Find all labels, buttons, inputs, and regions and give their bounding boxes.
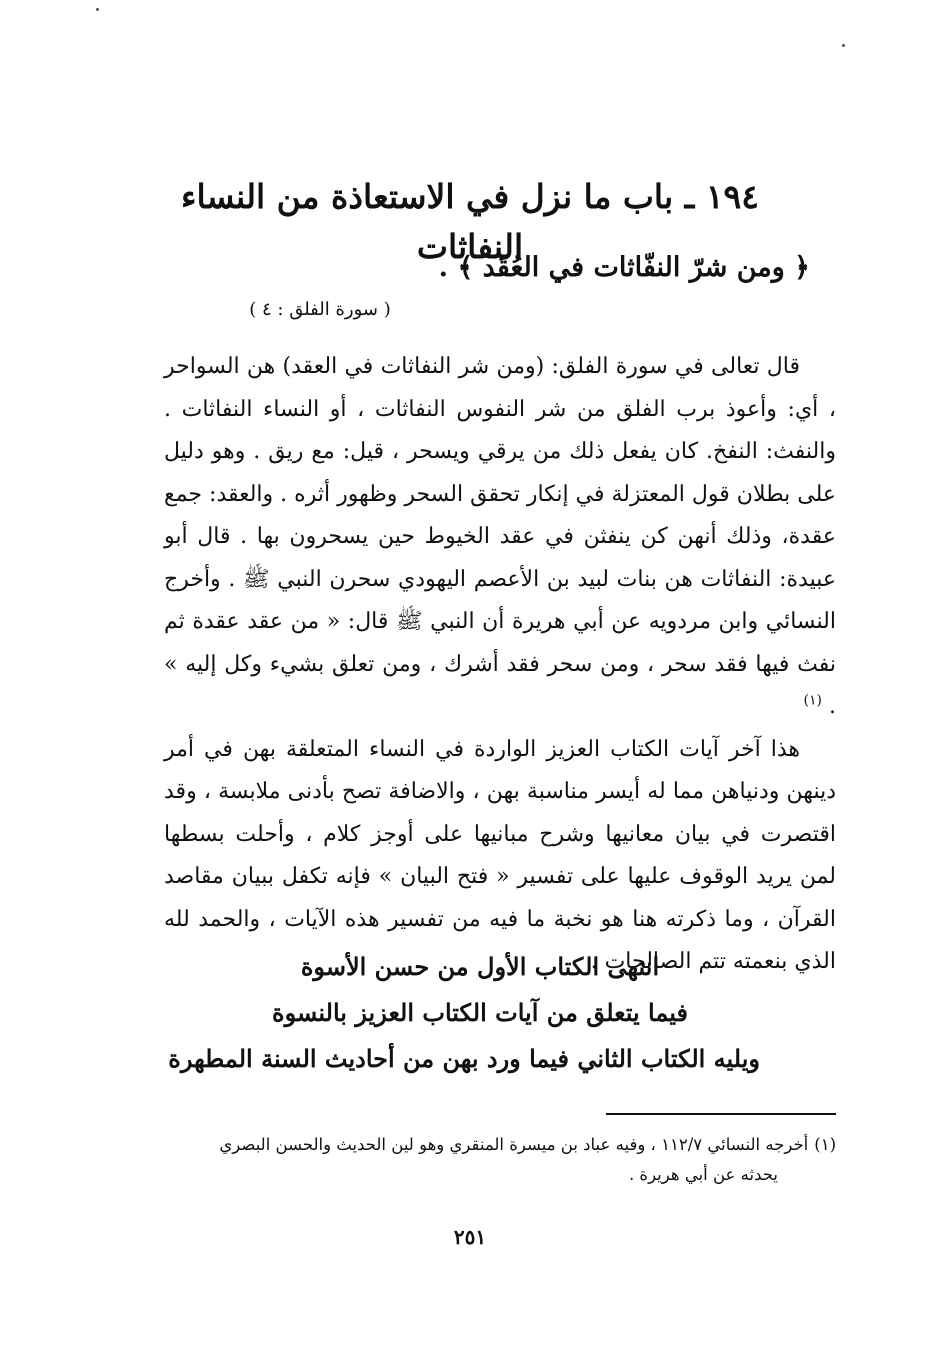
body-text bbox=[164, 346, 836, 984]
footnote-divider bbox=[606, 1113, 836, 1115]
footnote-number: (١) bbox=[814, 1135, 836, 1154]
quran-verse: ﴿ ومن شرّ النفّاثات في العُقَد ﴾ . bbox=[438, 252, 810, 283]
closing-statement bbox=[168, 944, 760, 1082]
footnote-line bbox=[164, 1130, 836, 1160]
paragraph-text: هذا آخر آيات الكتاب العزيز الواردة في النساء المتعلقة بهن في أمر دينهن ودنياهن مما له أيسر مناسبة بهن ، والاضافة تصح بأدنى ملابسة ، وقد اقتصرت في بيان معانيها وشرح مبانيها على أوجز كلام ، وأحلت بسطها لمن يريد الوقوف عليها على تفسير « فتح البيان » فإنه تكفل ببيان مقاصد القرآن ، وما ذكرته هنا هو نخبة ما فيه من تفسير هذه الآيات ، والحمد لله الذي بنعمته تتم الصالحات . bbox=[164, 736, 836, 974]
footnote bbox=[164, 1130, 836, 1190]
closing-line: ويليه الكتاب الثاني فيما ورد بهن من أحاديث السنة المطهرة bbox=[168, 1044, 760, 1073]
footnote-text: أخرجه النسائي ١١٢/٧ ، وفيه عباد بن ميسرة المنقري وهو لين الحديث والحسن البصري bbox=[219, 1135, 809, 1154]
chapter-title: ١٩٤ ـ باب ما نزل في الاستعاذة من النساء النفاثات bbox=[181, 177, 759, 266]
footnote-line: يحدثه عن أبي هريرة . bbox=[628, 1165, 778, 1184]
verse-reference: ( سورة الفلق : ٤ ) bbox=[249, 299, 391, 320]
closing-line: انتهى الكتاب الأول من حسن الأسوة bbox=[300, 952, 660, 981]
page-number: ٢٥١ bbox=[453, 1225, 487, 1249]
body-paragraph bbox=[164, 346, 836, 729]
paragraph-text: قال تعالى في سورة الفلق: (ومن شر النفاثات في العقد) هن السواحر ، أي: وأعوذ برب الفلق من شر النفوس النفاثات ، أو النساء النفاثات . والنفث: النفخ. كان يفعل ذلك من يرقي ويسحر ، قيل: مع ريق . وهو دليل على بطلان قول المعتزلة في إنكار تحقق السحر وظهور أثره . والعقد: جمع عقدة، وذلك أنهن كن ينفثن في عقد الخيوط حين يسحرون بها . قال أبو عبيدة: النفاثات هن بنات لبيد بن الأعصم اليهودي سحرن النبي ﷺ . وأخرج النسائي وابن مردويه عن أبي هريرة أن النبي ﷺ قال: « من عقد عقدة ثم نفث فيها فقد سحر ، ومن سحر فقد أشرك ، ومن تعلق بشيء وكل إليه » . bbox=[164, 354, 836, 719]
footnote-marker: (١) bbox=[803, 692, 822, 709]
scan-speck bbox=[842, 44, 845, 47]
scan-speck bbox=[96, 8, 99, 11]
closing-line: فيما يتعلق من آيات الكتاب العزيز بالنسوة bbox=[272, 998, 688, 1027]
